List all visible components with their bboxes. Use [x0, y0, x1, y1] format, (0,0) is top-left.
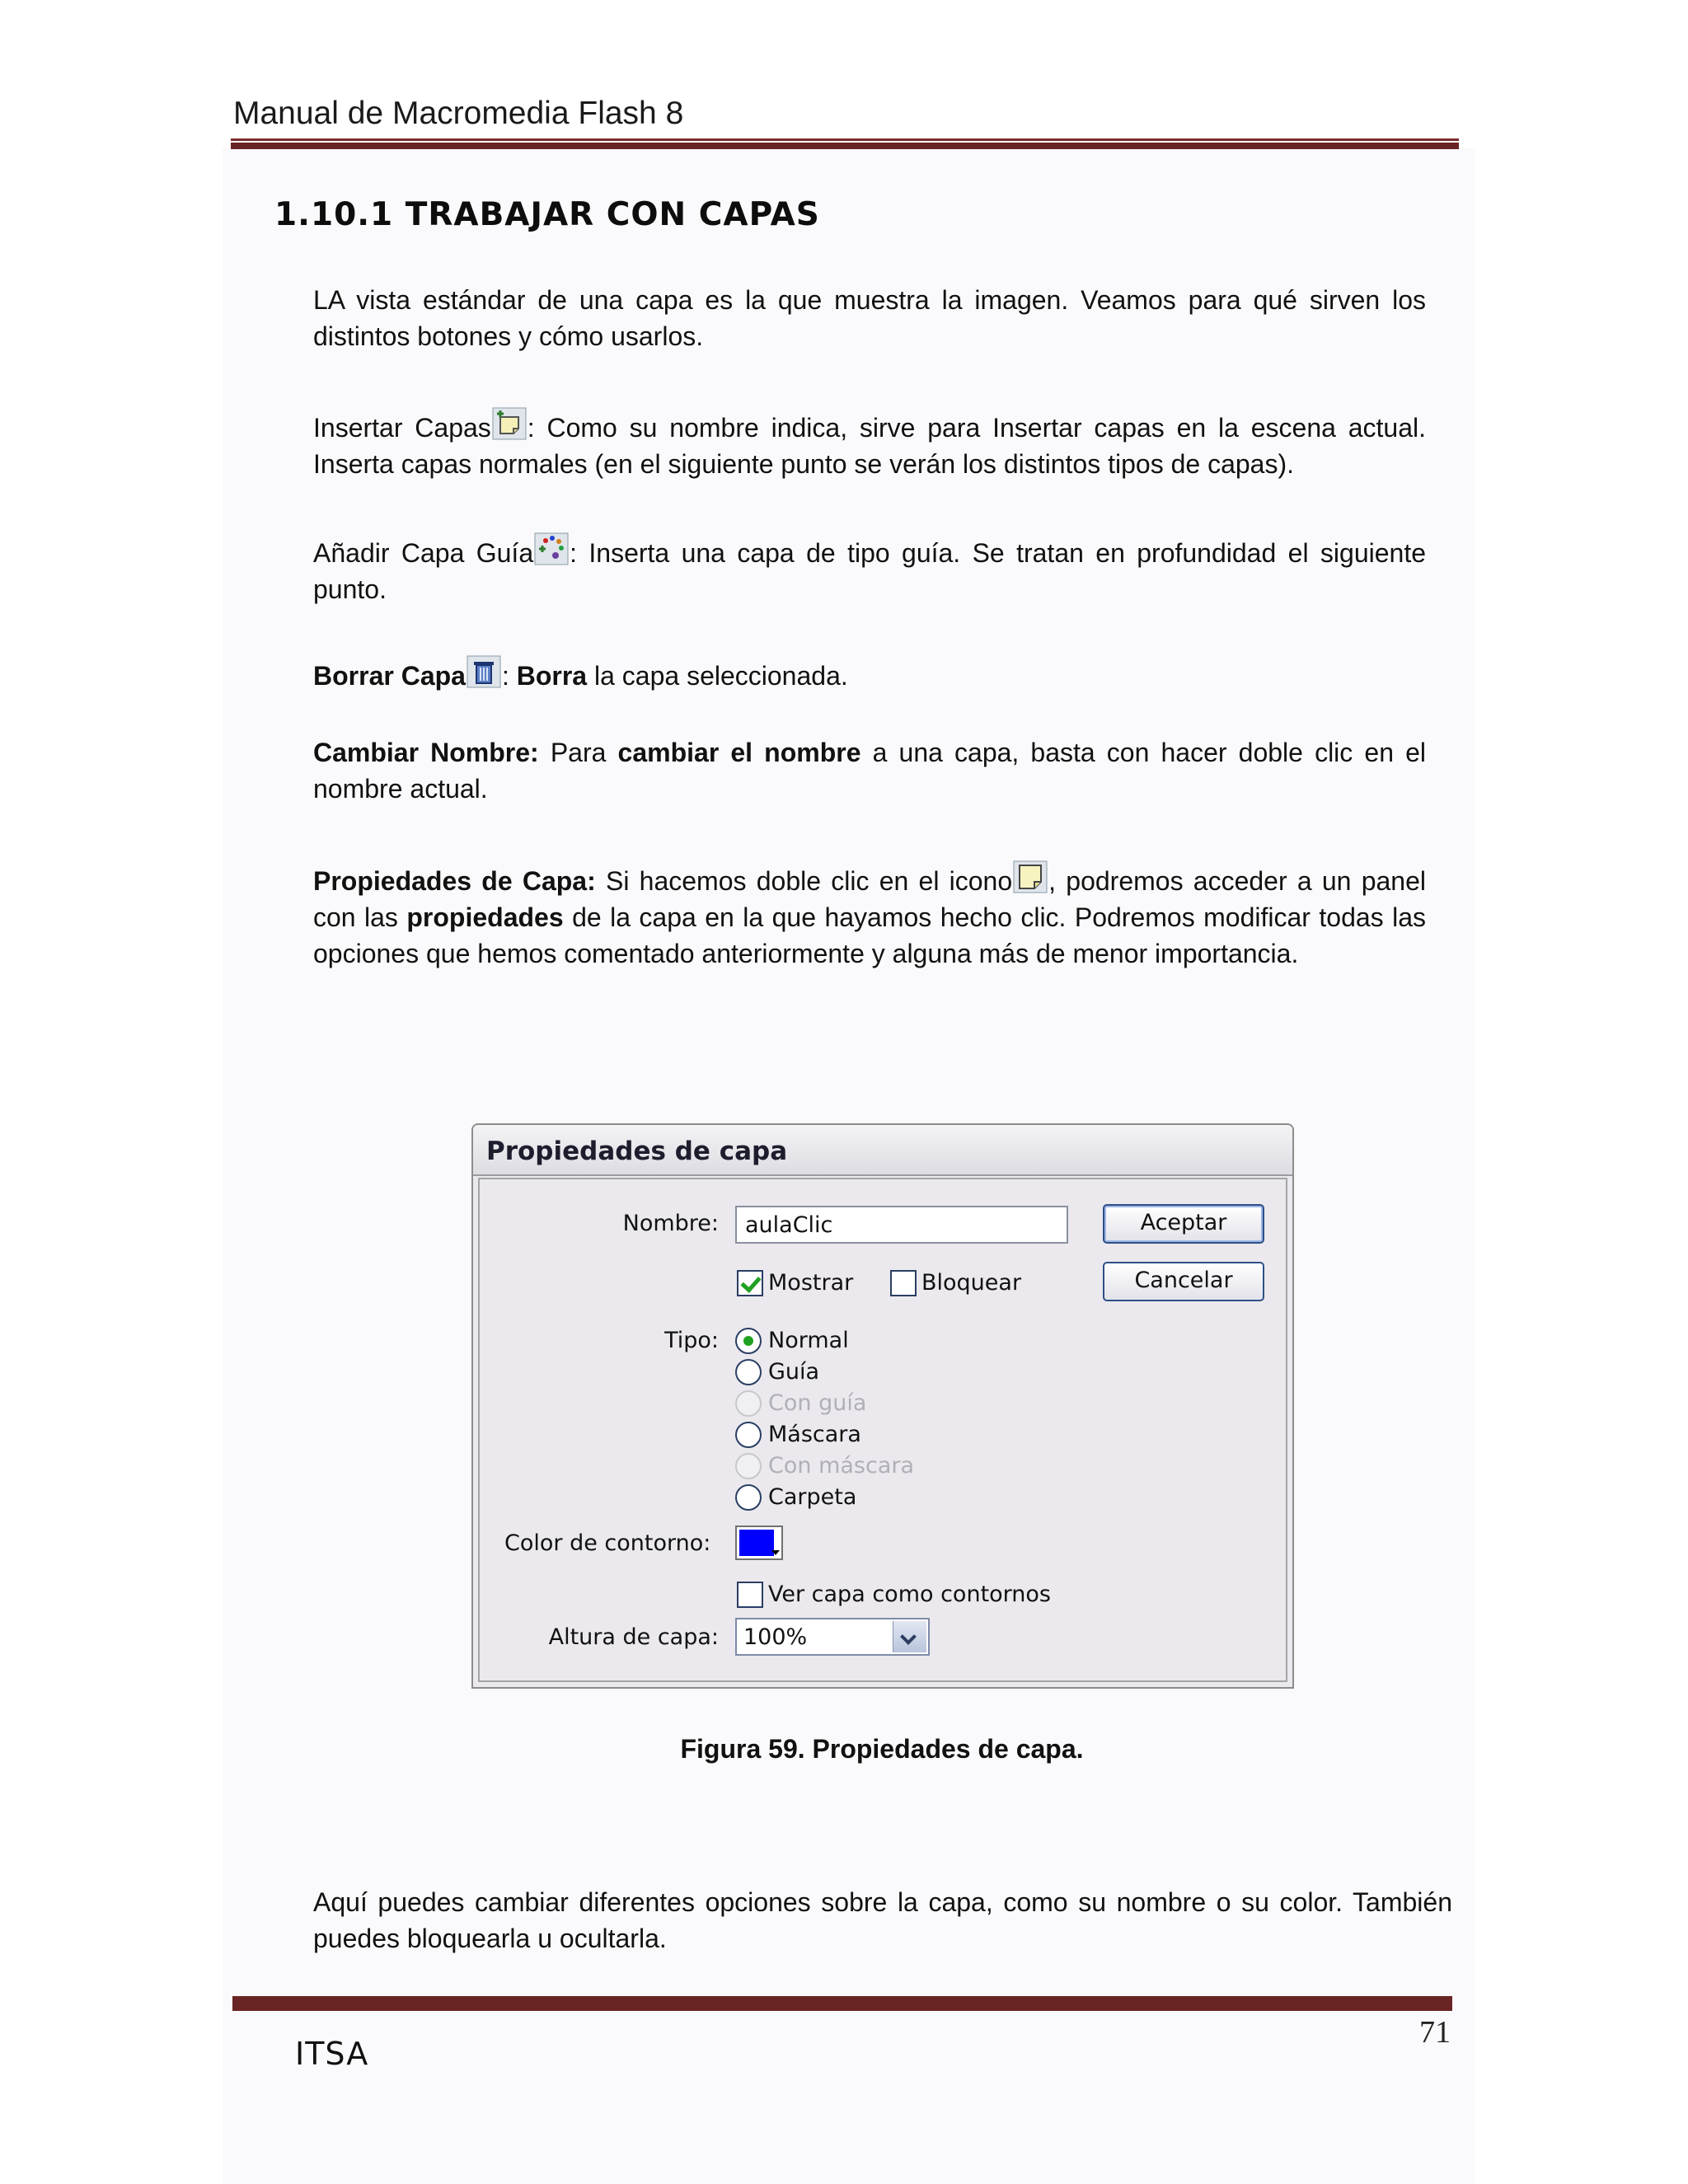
- ok-button[interactable]: Aceptar: [1103, 1204, 1264, 1244]
- cambiar-text1: Para: [538, 738, 618, 767]
- borrar-capa-text: la capa seleccionada.: [587, 661, 848, 691]
- insertar-capas-paragraph: [313, 407, 1426, 482]
- type-carpeta-radio[interactable]: [735, 1484, 762, 1511]
- outline-color-picker[interactable]: [735, 1526, 783, 1560]
- height-value: 100%: [743, 1624, 808, 1650]
- section-heading: 1.10.1 TRABAJAR CON CAPAS: [274, 196, 820, 233]
- propiedades-paragraph: [313, 860, 1426, 972]
- closing-paragraph: Aquí puedes cambiar diferentes opciones sobre la capa, como su nombre o su color. También puedes bloquearla u ocultarla.: [313, 1887, 1452, 1953]
- name-label: Nombre:: [622, 1211, 719, 1236]
- type-con-guia-label: Con guía: [768, 1390, 867, 1416]
- type-label: Tipo:: [664, 1328, 719, 1353]
- propiedades-text3: de la capa en la que hayamos hecho clic. Podremos modificar todas las opciones que hemos comentado anteriormente y alguna más de menor importancia.: [313, 902, 1427, 968]
- type-normal-radio[interactable]: [735, 1328, 762, 1354]
- capa-guia-paragraph: [313, 532, 1426, 607]
- show-checkbox[interactable]: [737, 1270, 763, 1296]
- type-con-guia-radio: [735, 1390, 762, 1417]
- show-label: Mostrar: [768, 1270, 854, 1296]
- propiedades-bold: propiedades: [406, 902, 564, 932]
- header-rule-thick: [231, 143, 1459, 149]
- borrar-capa-term: Borrar Capa: [313, 661, 466, 691]
- chevron-down-icon[interactable]: [893, 1621, 926, 1652]
- type-mascara-label: Máscara: [768, 1422, 861, 1447]
- dialog-body: [478, 1178, 1287, 1682]
- name-input[interactable]: aulaClic: [735, 1206, 1068, 1244]
- type-guia-radio[interactable]: [735, 1359, 762, 1385]
- lock-label: Bloquear: [921, 1270, 1022, 1296]
- capa-guia-text: : Inserta una capa de tipo guía. Se tratan en profundidad el siguiente punto.: [313, 538, 1427, 604]
- trash-icon: [467, 655, 501, 688]
- cancel-button[interactable]: Cancelar: [1103, 1262, 1264, 1301]
- type-con-mascara-label: Con máscara: [768, 1453, 915, 1479]
- layer-properties-dialog: [471, 1123, 1294, 1689]
- header-title: Manual de Macromedia Flash 8: [233, 96, 684, 131]
- insert-layer-icon: [492, 407, 527, 440]
- intro-paragraph: LA vista estándar de una capa es la que muestra la imagen. Veamos para qué sirven los distintos botones y cómo usarlos.: [313, 285, 1426, 351]
- dialog-title: Propiedades de capa: [486, 1137, 788, 1166]
- outline-color-label: Color de contorno:: [504, 1530, 711, 1556]
- figure-caption: Figura 59. Propiedades de capa.: [680, 1734, 1084, 1764]
- dialog-titlebar: [473, 1125, 1292, 1176]
- type-guia-label: Guía: [768, 1359, 820, 1385]
- type-con-mascara-radio: [735, 1453, 762, 1479]
- page-number: 71: [1419, 2015, 1451, 2050]
- lock-checkbox[interactable]: [890, 1270, 917, 1296]
- guide-layer-icon: [534, 532, 569, 565]
- outline-view-checkbox[interactable]: [737, 1582, 763, 1608]
- cambiar-bold: cambiar el nombre: [617, 738, 861, 767]
- type-normal-label: Normal: [768, 1328, 849, 1353]
- borrar-capa-sep: :: [501, 661, 517, 691]
- cambiar-nombre-paragraph: [313, 734, 1426, 807]
- cambiar-text2: a una capa, basta con hacer doble clic en el nombre actual.: [313, 738, 1427, 804]
- propiedades-text1: Si hacemos doble clic en el icono: [595, 866, 1013, 896]
- insertar-capas-term: Insertar Capas: [313, 413, 491, 443]
- dropdown-arrow-icon: [771, 1550, 780, 1555]
- outline-color-fill: [739, 1530, 774, 1556]
- propiedades-term: Propiedades de Capa:: [313, 866, 596, 896]
- footer-org: ITSA: [295, 2036, 369, 2072]
- type-carpeta-label: Carpeta: [768, 1484, 857, 1510]
- borrar-bold: Borra: [516, 661, 588, 691]
- footer-rule: [232, 1996, 1452, 2011]
- cambiar-nombre-term: Cambiar Nombre:: [313, 738, 539, 767]
- capa-guia-term: Añadir Capa Guía: [313, 538, 534, 568]
- type-mascara-radio[interactable]: [735, 1422, 762, 1448]
- insertar-capas-text: : Como su nombre indica, sirve para Insertar capas en la escena actual. Inserta capas normales (en el siguiente punto se verán los distintos tipos de capas).: [313, 413, 1427, 479]
- propiedades-text2: , podremos acceder a un panel con las: [313, 866, 1427, 932]
- outline-view-label: Ver capa como contornos: [768, 1582, 1051, 1607]
- borrar-capa-paragraph: [313, 655, 1426, 694]
- height-label: Altura de capa:: [548, 1624, 719, 1650]
- header-rule: [231, 138, 1459, 141]
- layer-properties-icon: [1013, 860, 1048, 893]
- height-select[interactable]: [735, 1618, 930, 1656]
